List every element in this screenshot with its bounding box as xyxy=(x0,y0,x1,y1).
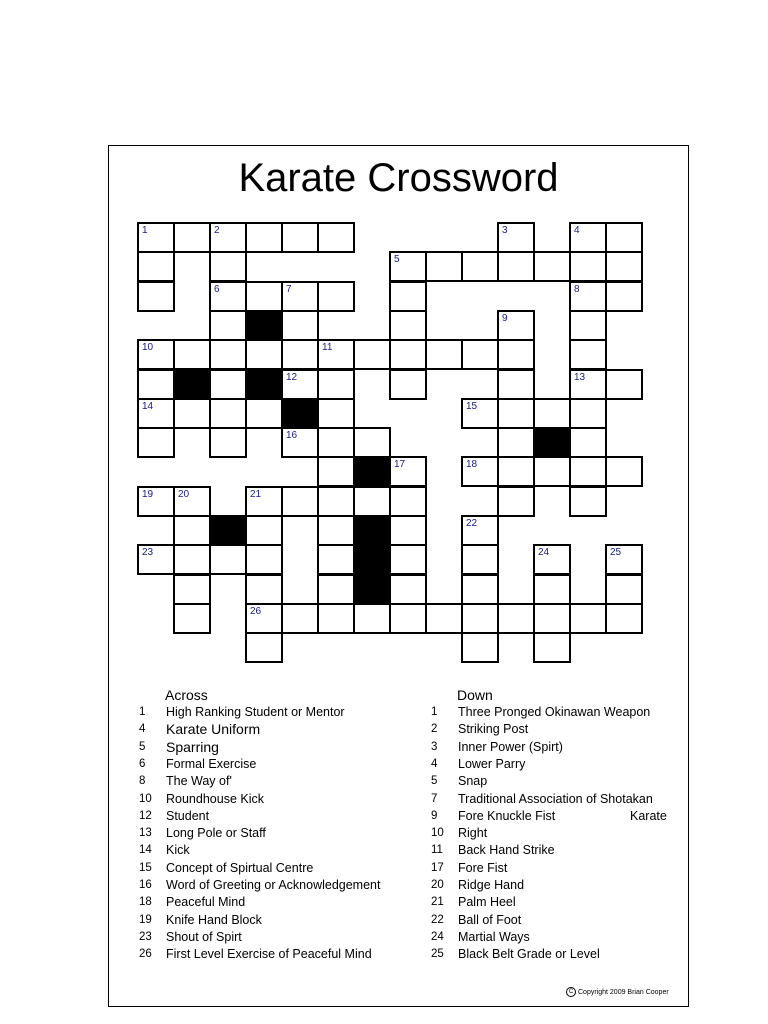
grid-cell[interactable] xyxy=(497,456,535,487)
grid-cell[interactable] xyxy=(605,544,643,575)
clue-text: High Ranking Student or Mentor xyxy=(166,705,345,719)
grid-cell[interactable] xyxy=(281,310,319,341)
clue-text: The Way of' xyxy=(166,774,232,789)
clue-number: 5 xyxy=(431,775,438,788)
clue-text: Palm Heel xyxy=(458,895,516,910)
grid-cell[interactable] xyxy=(605,603,643,634)
clue-text: Traditional Association of Shotakan xyxy=(458,791,653,806)
grid-cell[interactable] xyxy=(461,398,499,429)
copyright-text: Copyright 2009 Brian Cooper xyxy=(578,988,669,996)
grid-cell[interactable] xyxy=(245,486,283,517)
grid-cell[interactable] xyxy=(353,427,391,458)
black-square xyxy=(353,515,391,546)
grid-cell[interactable] xyxy=(605,574,643,605)
clue-text: Concept of Spirtual Centre xyxy=(166,860,314,875)
grid-cell[interactable] xyxy=(389,574,427,605)
black-square xyxy=(173,369,211,400)
grid-cell[interactable] xyxy=(281,222,319,253)
black-square xyxy=(209,515,247,546)
grid-cell[interactable] xyxy=(605,222,643,253)
clue-number: 5 xyxy=(394,254,400,265)
grid-cell[interactable] xyxy=(389,251,427,282)
clue-number: 12 xyxy=(139,809,152,822)
grid-cell[interactable] xyxy=(497,310,535,341)
clue-text: Ridge Hand xyxy=(458,878,525,892)
black-square xyxy=(281,398,319,429)
clue-number: 26 xyxy=(139,948,152,961)
grid-cell[interactable] xyxy=(425,603,463,634)
grid-cell[interactable] xyxy=(425,251,463,282)
grid-cell[interactable] xyxy=(533,574,571,605)
grid-cell[interactable] xyxy=(317,486,355,517)
clue-number: 20 xyxy=(178,489,190,500)
grid-cell[interactable] xyxy=(389,339,427,370)
clue-text: Lower Parry xyxy=(458,756,526,771)
grid-cell[interactable] xyxy=(461,515,499,546)
grid-cell[interactable] xyxy=(461,632,499,663)
clue-number: 17 xyxy=(431,861,444,874)
grid-cell[interactable] xyxy=(209,544,247,575)
grid-cell[interactable] xyxy=(281,369,319,400)
clue-number: 13 xyxy=(139,827,152,840)
clue-text: Roundhouse Kick xyxy=(166,791,264,806)
grid-cell[interactable] xyxy=(389,369,427,400)
grid-cell[interactable] xyxy=(137,398,175,429)
clue-number: 3 xyxy=(502,225,508,236)
grid-cell[interactable] xyxy=(245,339,283,370)
copyright-notice xyxy=(566,987,669,998)
grid-cell[interactable] xyxy=(245,603,283,634)
clue-text: Ball of Foot xyxy=(458,912,522,927)
grid-cell[interactable] xyxy=(605,281,643,312)
grid-cell[interactable] xyxy=(245,574,283,605)
copyright-icon: C xyxy=(566,987,576,997)
grid-cell[interactable] xyxy=(389,544,427,575)
black-square xyxy=(533,427,571,458)
grid-cell[interactable] xyxy=(317,339,355,370)
grid-cell[interactable] xyxy=(533,603,571,634)
grid-cell[interactable] xyxy=(533,632,571,663)
grid-cell[interactable] xyxy=(137,339,175,370)
clue-text: Fore Knuckle Fist xyxy=(458,808,556,823)
grid-cell[interactable] xyxy=(461,603,499,634)
grid-cell[interactable] xyxy=(245,281,283,312)
clue-number: 4 xyxy=(574,225,580,236)
clue-text: Kick xyxy=(166,843,190,858)
clue-number: 16 xyxy=(139,879,152,891)
clue-text: Shout of Spirt xyxy=(166,929,242,944)
clue-number: 8 xyxy=(574,284,580,295)
grid-cell[interactable] xyxy=(281,603,319,634)
grid-cell[interactable] xyxy=(173,339,211,370)
grid-cell[interactable] xyxy=(317,427,355,458)
clue-text: Long Pole or Staff xyxy=(166,826,266,841)
grid-cell[interactable] xyxy=(461,456,499,487)
clue-text: First Level Exercise of Peaceful Mind xyxy=(166,947,372,962)
clue-number: 8 xyxy=(139,775,146,788)
grid-cell[interactable] xyxy=(209,398,247,429)
grid-cell[interactable] xyxy=(173,398,211,429)
grid-cell[interactable] xyxy=(569,486,607,517)
black-square xyxy=(353,574,391,605)
grid-cell[interactable] xyxy=(497,486,535,517)
clue-number: 26 xyxy=(250,606,262,617)
clue-number: 10 xyxy=(139,792,152,805)
clue-number: 19 xyxy=(142,489,154,500)
grid-cell[interactable] xyxy=(317,281,355,312)
clue-number: 23 xyxy=(139,930,152,943)
grid-cell[interactable] xyxy=(137,251,175,282)
clue-number: 20 xyxy=(431,879,444,891)
grid-cell[interactable] xyxy=(317,369,355,400)
clue-number: 4 xyxy=(139,723,146,736)
grid-cell[interactable] xyxy=(605,456,643,487)
grid-cell[interactable] xyxy=(137,427,175,458)
grid-cell[interactable] xyxy=(533,398,571,429)
clue-number: 3 xyxy=(431,740,438,753)
grid-cell[interactable] xyxy=(533,544,571,575)
grid-cell[interactable] xyxy=(389,603,427,634)
clue-number: 19 xyxy=(139,913,152,926)
grid-cell[interactable] xyxy=(461,574,499,605)
grid-cell[interactable] xyxy=(173,486,211,517)
clue-number: 5 xyxy=(139,740,146,753)
grid-cell[interactable] xyxy=(137,222,175,253)
grid-cell[interactable] xyxy=(389,515,427,546)
clue-number: 21 xyxy=(250,489,262,500)
down-header: Down xyxy=(457,687,493,703)
clue-number: 23 xyxy=(142,547,154,558)
clue-number: 10 xyxy=(431,827,444,840)
clue-number: 12 xyxy=(286,372,298,383)
grid-cell[interactable] xyxy=(281,339,319,370)
grid-cell[interactable] xyxy=(497,339,535,370)
clue-number: 24 xyxy=(538,547,550,558)
grid-cell[interactable] xyxy=(353,339,391,370)
grid-cell[interactable] xyxy=(569,251,607,282)
grid-cell[interactable] xyxy=(569,339,607,370)
grid-cell[interactable] xyxy=(317,544,355,575)
grid-cell[interactable] xyxy=(533,456,571,487)
clue-text: Striking Post xyxy=(458,722,529,737)
clue-number: 10 xyxy=(142,342,154,353)
clue-text: Snap xyxy=(458,774,488,789)
grid-cell[interactable] xyxy=(209,427,247,458)
clue-text: Martial Ways xyxy=(458,929,530,944)
clue-number: 9 xyxy=(502,313,508,324)
clue-text: Inner Power (Spirt) xyxy=(458,739,563,754)
grid-cell[interactable] xyxy=(569,427,607,458)
clue-text: Fore Fist xyxy=(458,860,508,875)
clue-text: Back Hand Strike xyxy=(458,843,555,858)
clue-number: 6 xyxy=(214,284,220,295)
clue-number: 17 xyxy=(394,459,406,470)
clue-number: 14 xyxy=(142,401,154,412)
clue-number: 21 xyxy=(431,896,444,909)
grid-cell[interactable] xyxy=(497,603,535,634)
clue-number: 25 xyxy=(610,547,622,558)
black-square xyxy=(353,544,391,575)
grid-cell[interactable] xyxy=(353,603,391,634)
clue-number: 2 xyxy=(431,723,438,736)
grid-cell[interactable] xyxy=(281,281,319,312)
black-square xyxy=(245,310,283,341)
clue-number: 7 xyxy=(431,792,438,805)
clue-number: 24 xyxy=(431,930,444,943)
clue-number: 9 xyxy=(431,809,438,822)
clue-number: 16 xyxy=(286,430,298,441)
grid-cell[interactable] xyxy=(569,398,607,429)
grid-cell[interactable] xyxy=(245,398,283,429)
grid-cell[interactable] xyxy=(389,486,427,517)
grid-cell[interactable] xyxy=(569,222,607,253)
grid-cell[interactable] xyxy=(353,486,391,517)
grid-cell[interactable] xyxy=(389,456,427,487)
grid-cell[interactable] xyxy=(533,251,571,282)
clue-text: Karate Uniform xyxy=(166,721,261,738)
grid-cell[interactable] xyxy=(317,398,355,429)
grid-cell[interactable] xyxy=(173,544,211,575)
clue-text: Sparring xyxy=(166,738,219,755)
grid-cell[interactable] xyxy=(569,281,607,312)
clue-number: 6 xyxy=(139,757,146,770)
grid-cell[interactable] xyxy=(137,486,175,517)
page-title: Karate Crossword xyxy=(238,156,559,200)
black-square xyxy=(353,456,391,487)
grid-cell[interactable] xyxy=(317,222,355,253)
grid-cell[interactable] xyxy=(281,486,319,517)
grid-cell[interactable] xyxy=(497,251,535,282)
grid-cell[interactable] xyxy=(497,427,535,458)
clue-number: 1 xyxy=(139,706,146,718)
grid-cell[interactable] xyxy=(209,222,247,253)
clue-text: Right xyxy=(458,826,488,841)
clue-number: 1 xyxy=(142,225,148,236)
clue-text: Black Belt Grade or Level xyxy=(458,947,600,962)
grid-cell[interactable] xyxy=(389,281,427,312)
clue-text: Peaceful Mind xyxy=(166,895,246,910)
grid-cell[interactable] xyxy=(461,251,499,282)
clue-text: Three Pronged Okinawan Weapon xyxy=(458,705,651,719)
grid-cell[interactable] xyxy=(245,632,283,663)
clue-number: 15 xyxy=(139,861,152,874)
clue-number: 15 xyxy=(466,401,478,412)
black-square xyxy=(245,369,283,400)
grid-cell[interactable] xyxy=(317,603,355,634)
clue-number: 2 xyxy=(214,225,220,236)
grid-cell[interactable] xyxy=(173,574,211,605)
across-header: Across xyxy=(165,687,208,703)
grid-cell[interactable] xyxy=(497,369,535,400)
clue-number: 1 xyxy=(431,706,438,718)
clue-number: 4 xyxy=(431,757,438,770)
grid-cell[interactable] xyxy=(317,574,355,605)
grid-cell[interactable] xyxy=(317,456,355,487)
clue-number: 18 xyxy=(466,459,478,470)
clue-number: 22 xyxy=(431,913,444,926)
grid-cell[interactable] xyxy=(209,339,247,370)
clue-number: 7 xyxy=(286,284,292,295)
clue-text: Word of Greeting or Acknowledgement xyxy=(166,878,381,892)
clue-number: 13 xyxy=(574,372,586,383)
grid-cell[interactable] xyxy=(173,515,211,546)
grid-cell[interactable] xyxy=(245,544,283,575)
grid-cell[interactable] xyxy=(209,369,247,400)
grid-cell[interactable] xyxy=(137,544,175,575)
grid-cell[interactable] xyxy=(497,398,535,429)
clue-number: 22 xyxy=(466,518,478,529)
grid-cell[interactable] xyxy=(569,456,607,487)
grid-cell[interactable] xyxy=(569,310,607,341)
grid-cell[interactable] xyxy=(281,427,319,458)
clue-number: 11 xyxy=(431,844,443,857)
clue-text: Knife Hand Block xyxy=(166,912,262,927)
grid-cell[interactable] xyxy=(461,544,499,575)
grid-cell[interactable] xyxy=(209,251,247,282)
clue-text: Student xyxy=(166,808,210,823)
down-clue-9-overflow: Karate xyxy=(630,809,667,823)
grid-cell[interactable] xyxy=(245,515,283,546)
grid-cell[interactable] xyxy=(605,251,643,282)
clue-number: 11 xyxy=(322,342,333,353)
grid-cell[interactable] xyxy=(497,222,535,253)
grid-cell[interactable] xyxy=(569,369,607,400)
clue-number: 14 xyxy=(139,844,152,857)
grid-cell[interactable] xyxy=(245,222,283,253)
grid-cell[interactable] xyxy=(389,310,427,341)
grid-cell[interactable] xyxy=(425,339,463,370)
grid-cell[interactable] xyxy=(461,339,499,370)
grid-cell[interactable] xyxy=(569,603,607,634)
grid-cell[interactable] xyxy=(173,603,211,634)
clue-number: 25 xyxy=(431,948,444,961)
grid-cell[interactable] xyxy=(209,310,247,341)
clue-text: Formal Exercise xyxy=(166,756,257,771)
grid-cell[interactable] xyxy=(317,515,355,546)
clue-number: 18 xyxy=(139,896,152,909)
grid-cell[interactable] xyxy=(209,281,247,312)
grid-cell[interactable] xyxy=(137,369,175,400)
grid-cell[interactable] xyxy=(137,281,175,312)
grid-cell[interactable] xyxy=(605,369,643,400)
grid-cell[interactable] xyxy=(173,222,211,253)
